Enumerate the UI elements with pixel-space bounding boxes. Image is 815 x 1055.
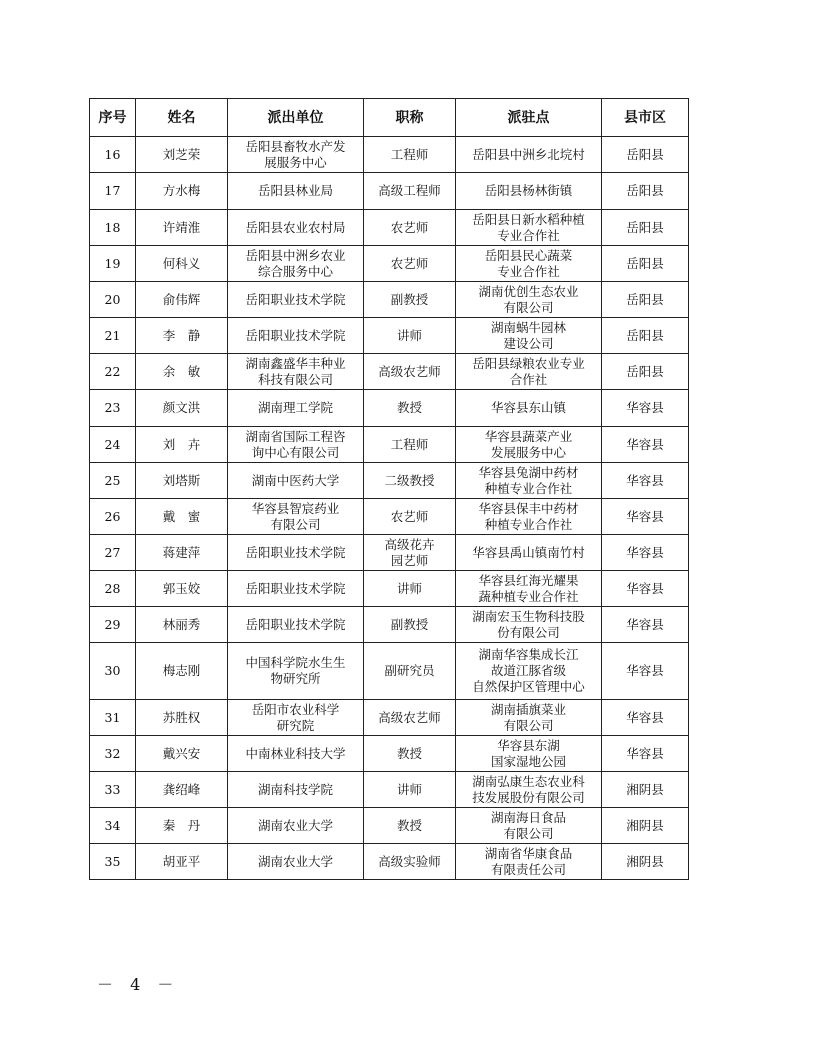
cell-unit-text: 中南林业科技大学 <box>245 745 346 761</box>
page-number: － 4 － <box>97 975 180 994</box>
cell-name-text: 刘 卉 <box>162 436 201 452</box>
cell-site <box>456 210 602 246</box>
table-row <box>90 463 689 499</box>
cell-county-text: 岳阳县 <box>626 183 664 198</box>
cell-no <box>90 427 136 463</box>
cell-unit <box>228 700 364 736</box>
cell-unit <box>228 390 364 427</box>
cell-name <box>136 463 228 499</box>
cell-site <box>456 736 602 772</box>
cell-unit <box>228 607 364 643</box>
cell-name <box>136 427 228 463</box>
cell-unit-text: 岳阳职业技术学院 <box>245 327 346 343</box>
cell-unit <box>228 318 364 354</box>
cell-county-text: 华容县 <box>626 400 664 415</box>
cell-site <box>456 499 602 535</box>
table-row <box>90 390 689 427</box>
cell-county-text: 华容县 <box>626 663 664 678</box>
cell-site <box>456 643 602 700</box>
cell-unit <box>228 463 364 499</box>
cell-county <box>602 772 689 808</box>
cell-name-text: 何科义 <box>162 255 201 271</box>
cell-county <box>602 571 689 607</box>
cell-title-text: 副教授 <box>390 616 429 632</box>
cell-title-text: 农艺师 <box>390 508 429 524</box>
cell-county-text: 华容县 <box>626 544 664 560</box>
cell-title <box>364 137 456 173</box>
cell-county-text: 华容县 <box>626 745 664 761</box>
cell-no <box>90 173 136 210</box>
cell-name-text: 刘芝荣 <box>162 146 201 162</box>
cell-no-text: 31 <box>104 709 121 725</box>
cell-no-text: 28 <box>104 580 121 596</box>
cell-county <box>602 607 689 643</box>
cell-name-text: 俞伟辉 <box>162 291 201 307</box>
cell-title <box>364 390 456 427</box>
cell-no <box>90 535 136 571</box>
cell-county <box>602 390 689 427</box>
cell-name-text: 戴兴安 <box>162 745 201 761</box>
cell-site <box>456 318 602 354</box>
table-row <box>90 246 689 282</box>
cell-unit <box>228 736 364 772</box>
cell-name-text: 方水梅 <box>162 183 201 198</box>
cell-no <box>90 700 136 736</box>
table-row <box>90 844 689 880</box>
cell-unit-text: 华容县智宸药业 有限公司 <box>251 500 340 532</box>
cell-site <box>456 173 602 210</box>
cell-unit <box>228 499 364 535</box>
cell-site-text: 华容县红海光耀果 蔬种植专业合作社 <box>478 572 579 604</box>
cell-no <box>90 463 136 499</box>
cell-title-text: 教授 <box>396 817 422 833</box>
header-row <box>90 99 689 137</box>
cell-no <box>90 210 136 246</box>
cell-title <box>364 571 456 607</box>
cell-no-text: 19 <box>104 255 121 271</box>
cell-no <box>90 318 136 354</box>
header-cell-county: 县市区 <box>602 99 689 137</box>
cell-title <box>364 210 456 246</box>
cell-unit <box>228 808 364 844</box>
cell-title <box>364 427 456 463</box>
cell-title-text: 工程师 <box>390 146 429 162</box>
cell-site-text: 岳阳县杨林街镇 <box>484 183 573 198</box>
cell-site-text: 华容县东山镇 <box>490 400 566 415</box>
cell-county <box>602 246 689 282</box>
cell-name <box>136 844 228 880</box>
cell-county <box>602 700 689 736</box>
cell-no <box>90 246 136 282</box>
cell-site-text: 华容县兔湖中药材 种植专业合作社 <box>478 464 579 496</box>
cell-unit-text: 湖南理工学院 <box>257 400 333 415</box>
cell-county <box>602 318 689 354</box>
table-row <box>90 700 689 736</box>
cell-name <box>136 535 228 571</box>
cell-site <box>456 607 602 643</box>
cell-site-text: 岳阳县民心蔬菜 专业合作社 <box>484 247 573 279</box>
cell-unit <box>228 427 364 463</box>
table-row <box>90 772 689 808</box>
cell-title <box>364 607 456 643</box>
table-row <box>90 499 689 535</box>
cell-county-text: 华容县 <box>626 616 664 632</box>
cell-county-text: 华容县 <box>626 472 664 488</box>
cell-county <box>602 210 689 246</box>
cell-site-text: 岳阳县中洲乡北垸村 <box>472 146 585 162</box>
table-row <box>90 173 689 210</box>
cell-site-text: 岳阳县日新水稻种植 专业合作社 <box>472 211 585 243</box>
cell-name-text: 李 静 <box>162 327 201 343</box>
cell-unit-text: 湖南科技学院 <box>257 781 333 797</box>
table-row <box>90 282 689 318</box>
cell-name <box>136 210 228 246</box>
cell-unit-text: 岳阳县畜牧水产发 展服务中心 <box>245 138 346 170</box>
cell-no-text: 17 <box>104 183 121 198</box>
cell-site-text: 华容县蔬菜产业 发展服务中心 <box>484 428 573 460</box>
table-row <box>90 535 689 571</box>
cell-title <box>364 499 456 535</box>
cell-name <box>136 700 228 736</box>
cell-site-text: 华容县东湖 国家湿地公园 <box>490 737 566 769</box>
cell-title-text: 高级花卉 园艺师 <box>384 536 435 568</box>
cell-title-text: 高级实验师 <box>378 853 441 869</box>
cell-title <box>364 246 456 282</box>
cell-title-text: 教授 <box>396 745 422 761</box>
header-cell-unit: 派出单位 <box>228 99 364 137</box>
cell-name <box>136 808 228 844</box>
cell-site-text: 湖南优创生态农业 有限公司 <box>478 283 579 315</box>
cell-unit-text: 湖南鑫盛华丰种业 科技有限公司 <box>245 355 346 387</box>
cell-no-text: 35 <box>104 853 121 869</box>
table-row <box>90 808 689 844</box>
cell-name-text: 刘塔斯 <box>162 472 201 488</box>
cell-no <box>90 282 136 318</box>
cell-unit <box>228 210 364 246</box>
cell-unit-text: 岳阳县中洲乡农业 综合服务中心 <box>245 247 346 279</box>
table-row <box>90 137 689 173</box>
cell-name <box>136 390 228 427</box>
roster-table <box>89 98 689 880</box>
cell-title <box>364 463 456 499</box>
cell-unit-text: 岳阳职业技术学院 <box>245 580 346 596</box>
cell-title <box>364 772 456 808</box>
cell-county <box>602 354 689 390</box>
cell-county <box>602 499 689 535</box>
cell-site <box>456 808 602 844</box>
cell-name <box>136 137 228 173</box>
cell-name-text: 颜文洪 <box>162 400 201 415</box>
cell-name-text: 苏胜权 <box>162 709 201 725</box>
cell-no-text: 21 <box>104 327 121 343</box>
cell-name-text: 梅志刚 <box>162 663 201 678</box>
cell-county-text: 岳阳县 <box>626 363 664 379</box>
header-cell-site: 派驻点 <box>456 99 602 137</box>
cell-no <box>90 571 136 607</box>
cell-site <box>456 427 602 463</box>
cell-no-text: 34 <box>104 817 121 833</box>
cell-title-text: 讲师 <box>396 580 422 596</box>
cell-title-text: 讲师 <box>396 327 422 343</box>
cell-no-text: 23 <box>104 400 121 415</box>
cell-county <box>602 643 689 700</box>
cell-county-text: 华容县 <box>626 580 664 596</box>
header-cell-no: 序号 <box>90 99 136 137</box>
cell-no-text: 30 <box>104 663 121 678</box>
table-row <box>90 354 689 390</box>
cell-name-text: 龚绍峰 <box>162 781 201 797</box>
cell-name-text: 蒋建萍 <box>162 544 201 560</box>
cell-county-text: 岳阳县 <box>626 291 664 307</box>
cell-unit <box>228 571 364 607</box>
cell-name <box>136 607 228 643</box>
cell-site <box>456 463 602 499</box>
cell-unit-text: 岳阳职业技术学院 <box>245 291 346 307</box>
cell-county <box>602 463 689 499</box>
table-row <box>90 210 689 246</box>
cell-county <box>602 427 689 463</box>
cell-title-text: 讲师 <box>396 781 422 797</box>
cell-name <box>136 318 228 354</box>
cell-title <box>364 318 456 354</box>
cell-no-text: 24 <box>104 436 121 452</box>
cell-site-text: 岳阳县绿粮农业专业 合作社 <box>472 355 585 387</box>
cell-title-text: 高级农艺师 <box>378 363 441 379</box>
cell-title <box>364 808 456 844</box>
cell-site-text: 湖南宏玉生物科技股 份有限公司 <box>472 608 585 640</box>
cell-site <box>456 700 602 736</box>
cell-county <box>602 137 689 173</box>
cell-unit <box>228 173 364 210</box>
table-row <box>90 643 689 700</box>
cell-title-text: 副教授 <box>390 291 429 307</box>
cell-unit <box>228 246 364 282</box>
cell-title <box>364 844 456 880</box>
cell-name <box>136 282 228 318</box>
cell-title-text: 教授 <box>396 400 422 415</box>
cell-county <box>602 736 689 772</box>
cell-unit-text: 岳阳职业技术学院 <box>245 616 346 632</box>
cell-title-text: 农艺师 <box>390 255 429 271</box>
cell-unit <box>228 535 364 571</box>
cell-title <box>364 700 456 736</box>
cell-title <box>364 282 456 318</box>
cell-site <box>456 137 602 173</box>
header-cell-name: 姓名 <box>136 99 228 137</box>
cell-no <box>90 808 136 844</box>
cell-title-text: 高级农艺师 <box>378 709 441 725</box>
cell-county <box>602 808 689 844</box>
cell-unit-text: 湖南农业大学 <box>257 853 333 869</box>
cell-county-text: 湘阴县 <box>626 853 664 869</box>
cell-county <box>602 535 689 571</box>
cell-no-text: 26 <box>104 508 121 524</box>
cell-county <box>602 173 689 210</box>
cell-county-text: 华容县 <box>626 709 664 725</box>
cell-no <box>90 499 136 535</box>
cell-county-text: 岳阳县 <box>626 219 664 235</box>
cell-name-text: 林丽秀 <box>162 616 201 632</box>
cell-no-text: 33 <box>104 781 121 797</box>
cell-site-text: 湖南弘康生态农业科 技发展股份有限公司 <box>472 773 585 805</box>
table-row <box>90 736 689 772</box>
cell-no-text: 16 <box>104 146 121 162</box>
cell-county-text: 岳阳县 <box>626 327 664 343</box>
cell-county-text: 湘阴县 <box>626 817 664 833</box>
cell-no <box>90 607 136 643</box>
cell-name-text: 秦 丹 <box>162 817 201 833</box>
cell-county-text: 湘阴县 <box>626 781 664 797</box>
cell-name <box>136 173 228 210</box>
cell-unit <box>228 643 364 700</box>
cell-title-text: 工程师 <box>390 436 429 452</box>
cell-site-text: 湖南插旗菜业 有限公司 <box>490 701 566 733</box>
cell-no-text: 32 <box>104 745 121 761</box>
cell-unit-text: 岳阳市农业科学 研究院 <box>251 701 340 733</box>
cell-name <box>136 571 228 607</box>
cell-site-text: 华容县禹山镇南竹村 <box>472 544 585 560</box>
cell-unit-text: 岳阳县林业局 <box>257 183 333 198</box>
cell-site-text: 湖南省华康食品 有限责任公司 <box>484 845 573 877</box>
cell-unit-text: 湖南农业大学 <box>257 817 333 833</box>
cell-name-text: 戴 蜜 <box>162 508 201 524</box>
cell-title-text: 二级教授 <box>384 472 435 488</box>
cell-title <box>364 643 456 700</box>
cell-county-text: 华容县 <box>626 436 664 452</box>
cell-county-text: 华容县 <box>626 508 664 524</box>
cell-site <box>456 535 602 571</box>
cell-name <box>136 246 228 282</box>
cell-no-text: 22 <box>104 363 121 379</box>
cell-no-text: 18 <box>104 219 121 235</box>
table-row <box>90 427 689 463</box>
cell-site <box>456 772 602 808</box>
cell-no-text: 29 <box>104 616 121 632</box>
header-cell-title: 职称 <box>364 99 456 137</box>
cell-site <box>456 282 602 318</box>
cell-title-text: 农艺师 <box>390 219 429 235</box>
cell-name <box>136 354 228 390</box>
cell-county-text: 岳阳县 <box>626 255 664 271</box>
cell-name-text: 余 敏 <box>162 363 201 379</box>
cell-site-text: 湖南海日食品 有限公司 <box>490 809 566 841</box>
cell-unit-text: 岳阳县农业农村局 <box>245 219 346 235</box>
cell-unit-text: 中国科学院水生生 物研究所 <box>245 655 346 686</box>
cell-site <box>456 571 602 607</box>
cell-unit-text: 岳阳职业技术学院 <box>245 544 346 560</box>
cell-site <box>456 246 602 282</box>
cell-county <box>602 282 689 318</box>
cell-no <box>90 844 136 880</box>
table-row <box>90 607 689 643</box>
cell-unit <box>228 282 364 318</box>
cell-site-text: 湖南华容集成长江 故道江豚省级 自然保护区管理中心 <box>472 647 585 694</box>
cell-name-text: 许靖淮 <box>162 219 201 235</box>
cell-no <box>90 137 136 173</box>
cell-unit <box>228 354 364 390</box>
cell-title <box>364 173 456 210</box>
cell-title-text: 高级工程师 <box>378 183 441 198</box>
cell-unit-text: 湖南省国际工程咨 询中心有限公司 <box>245 428 346 460</box>
cell-no <box>90 390 136 427</box>
cell-unit <box>228 137 364 173</box>
cell-site <box>456 390 602 427</box>
cell-site-text: 湖南蜗牛园林 建设公司 <box>490 319 566 351</box>
cell-county-text: 岳阳县 <box>626 146 664 162</box>
table-row <box>90 318 689 354</box>
cell-unit <box>228 772 364 808</box>
table-row <box>90 571 689 607</box>
cell-no-text: 20 <box>104 291 121 307</box>
cell-name <box>136 499 228 535</box>
cell-site-text: 华容县保丰中药材 种植专业合作社 <box>478 500 579 532</box>
cell-title <box>364 354 456 390</box>
cell-title-text: 副研究员 <box>384 663 435 678</box>
cell-no <box>90 643 136 700</box>
cell-unit <box>228 844 364 880</box>
cell-name <box>136 643 228 700</box>
cell-no <box>90 736 136 772</box>
cell-title <box>364 736 456 772</box>
cell-name-text: 郭玉姣 <box>162 580 201 596</box>
cell-site <box>456 844 602 880</box>
cell-title <box>364 535 456 571</box>
cell-county <box>602 844 689 880</box>
cell-site <box>456 354 602 390</box>
cell-no-text: 27 <box>104 544 121 560</box>
cell-no <box>90 354 136 390</box>
cell-name <box>136 772 228 808</box>
cell-no <box>90 772 136 808</box>
cell-no-text: 25 <box>104 472 121 488</box>
cell-name-text: 胡亚平 <box>162 853 201 869</box>
cell-name <box>136 736 228 772</box>
cell-unit-text: 湖南中医药大学 <box>251 472 340 488</box>
